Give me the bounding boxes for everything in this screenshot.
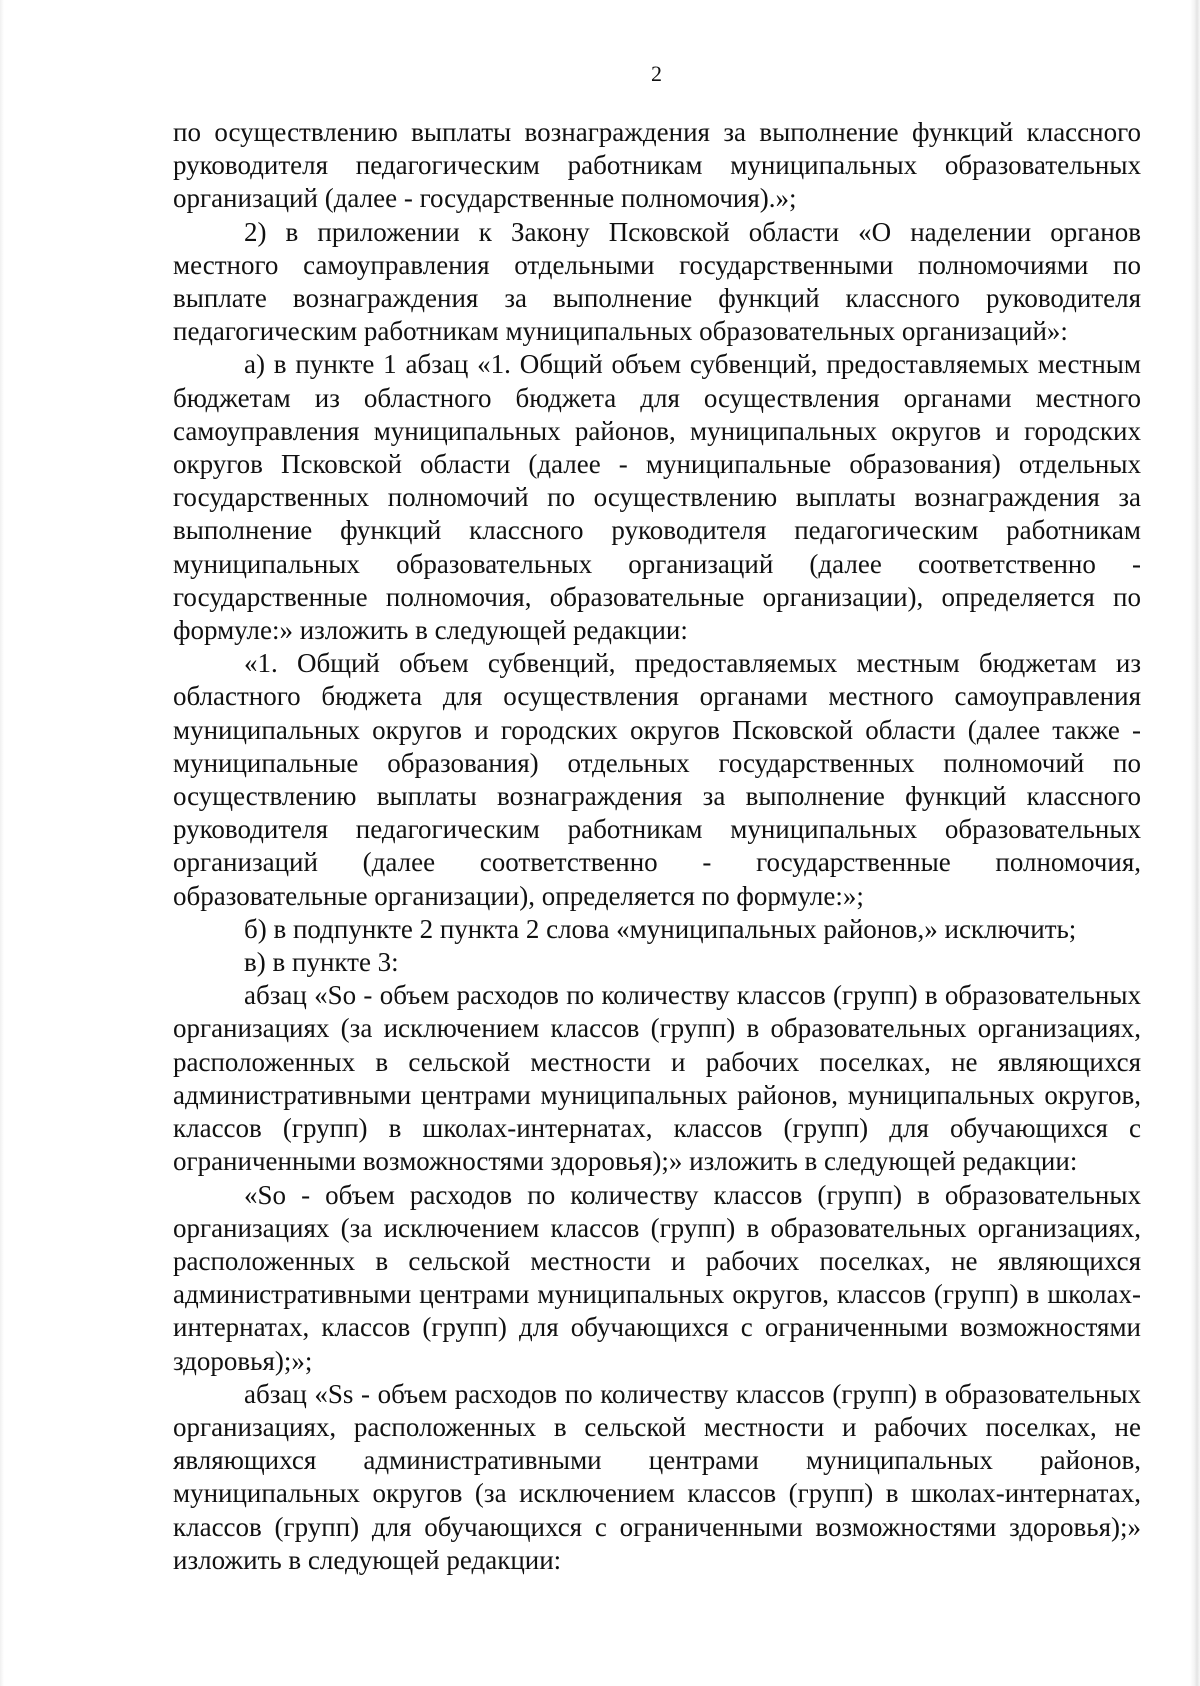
paragraph-continuation: по осуществлению выплаты вознаграждения за выполнение функций классного руководителя педагогическим работникам муниципальных образовательных организаций (далее - государственные полномочия).»;	[173, 117, 1141, 214]
paragraph-new-text-1: «1. Общий объем субвенций, предоставляемых местным бюджетам из областного бюджета для осуществления органами местного самоуправления муниципальных округов и городских округов Псковской области (далее также - муниципальные образования) отдельных государственных полномочий по осуществлению выплаты вознаграждения за выполнение функций классного руководителя педагогическим работникам муниципальных образовательных организаций (далее соответственно - государственные полномочия, образовательные организации), определяется по формуле:»;	[173, 648, 1141, 911]
paragraph-item-v: в) в пункте 3:	[244, 947, 399, 978]
paragraph-abzac-ss: абзац «Ss - объем расходов по количеству классов (групп) в образовательных организациях, расположенных в сельской местности и рабочих поселках, не являющихся административными центрами муниципальных районов, муниципальных округов (за исключением классов (групп) в школах-интернатах, классов (групп) для обучающихся с ограниченными возможностями здоровья);» изложить в следующей редакции:	[173, 1378, 1141, 1575]
paragraph-new-so: «So - объем расходов по количеству классов (групп) в образовательных организациях (за исключением классов (групп) в образовательных организациях, расположенных в сельской местности и рабочих поселках, не являющихся административными центрами муниципальных округов, классов (групп) в школах-интернатах, классов (групп) для обучающихся с ограниченными возможностями здоровья);»;	[173, 1179, 1141, 1376]
paragraph-item-b: б) в подпункте 2 пункта 2 слова «муниципальных районов,» исключить;	[244, 913, 1077, 944]
paragraph-abzac-so: абзац «So - объем расходов по количеству классов (групп) в образовательных организациях (за исключением классов (групп) в образовательных организациях, расположенных в сельской местности и рабочих поселках, не являющихся административными центрами муниципальных районов, муниципальных округов, классов (групп) в школах-интернатах, классов (групп) для обучающихся с ограниченными возможностями здоровья);» изложить в следующей редакции:	[173, 980, 1141, 1177]
scan-edge-left	[0, 0, 4, 1686]
paragraph-item-2: 2) в приложении к Закону Псковской области «О наделении органов местного самоуправления отдельными государственными полномочиями по выплате вознаграждения за выполнение функций классного руководителя педагогическим работникам муниципальных образовательных организаций»:	[173, 216, 1141, 347]
page-number: 2	[651, 61, 662, 86]
document-body	[173, 116, 1141, 1577]
paragraph-item-a: а) в пункте 1 абзац «1. Общий объем субвенций, предоставляемых местным бюджетам из областного бюджета для осуществления органами местного самоуправления муниципальных районов, муниципальных округов и городских округов Псковской области (далее - муниципальные образования) отдельных государственных полномочий по осуществлению выплаты вознаграждения за выполнение функций классного руководителя педагогическим работникам муниципальных образовательных организаций (далее соответственно - государственные полномочия, образовательные организации), определяется по формуле:» изложить в следующей редакции:	[173, 349, 1141, 646]
scan-edge-right	[1190, 0, 1200, 1686]
